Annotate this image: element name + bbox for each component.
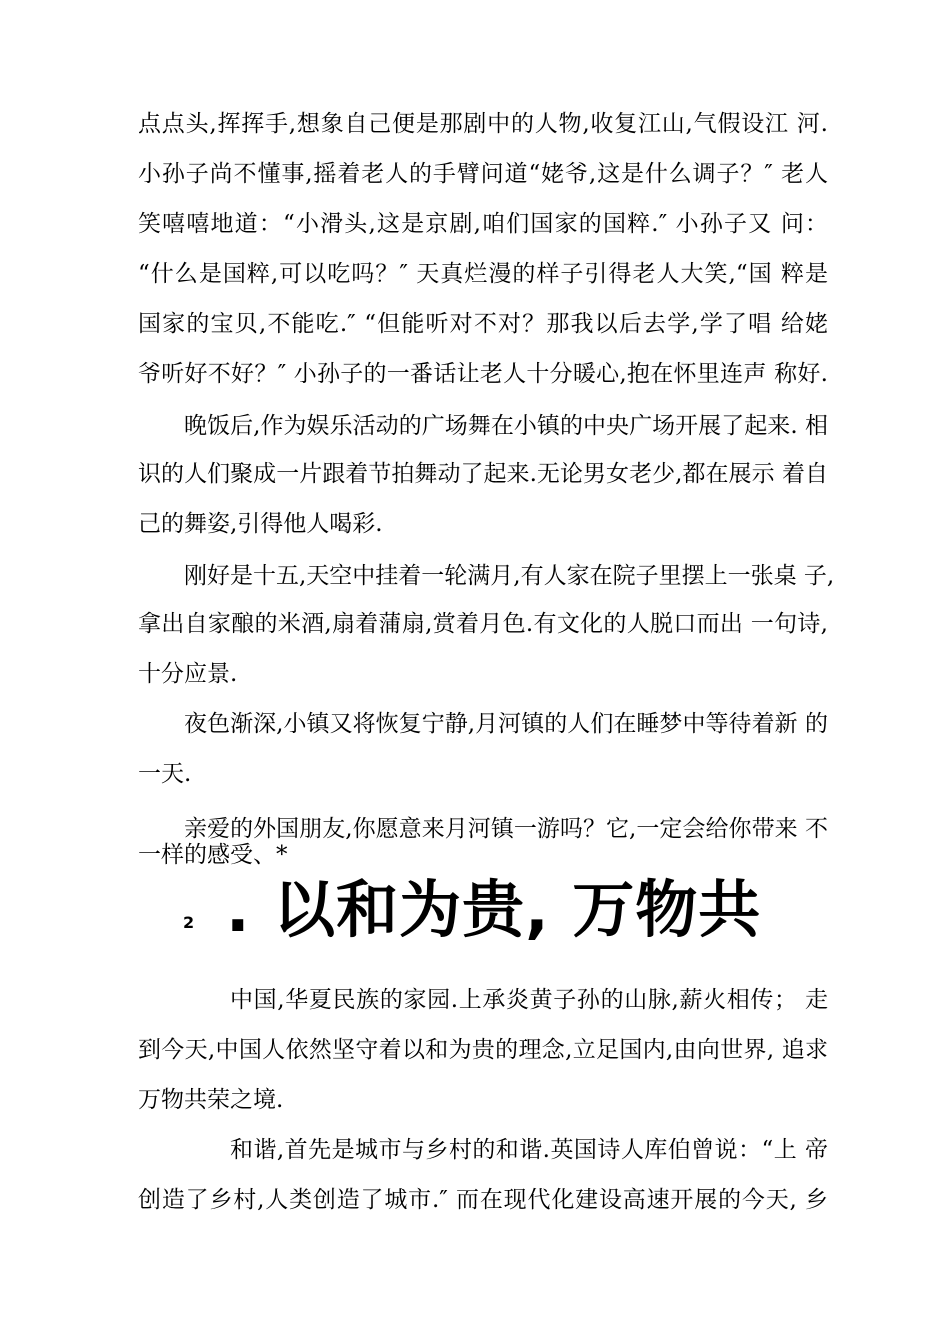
text-line: 中国,华夏民族的家园.上承炎黄子孙的山脉,薪火相传； 走 — [230, 987, 828, 1013]
text-line: 刚好是十五,天空中挂着一轮满月,有人家在院子里摆上一张桌 子, — [184, 563, 835, 589]
text-line: 小孙子尚不懂事,摇着老人的手臂问道“姥爷,这是什么调子？″ 老人 — [138, 161, 828, 187]
text-line: 十分应景. — [138, 661, 238, 687]
text-line: 夜色渐深,小镇又将恢复宁静,月河镇的人们在睡梦中等待着新 的 — [184, 711, 828, 737]
text-line: 万物共荣之境. — [138, 1087, 284, 1113]
text-line: 晚饭后,作为娱乐活动的广场舞在小镇的中央广场开展了起来. 相 — [184, 413, 828, 439]
text-line: 拿出自家酿的米酒,扇着蒲扇,赏着月色.有文化的人脱口而出 一句诗, — [138, 611, 828, 637]
text-line: 笑嘻嘻地道：“小滑头,这是京剧,咱们国家的国粹.″ 小孙子又 问： — [138, 211, 828, 237]
text-line: 亲爱的外国朋友,你愿意来月河镇一游吗？它,一定会给你带来 不 — [184, 816, 828, 842]
text-line: 一样的感受、* — [138, 842, 288, 868]
text-line: 识的人们聚成一片跟着节拍舞动了起来.无论男女老少,都在展示 着自 — [138, 461, 828, 487]
section-title: . 以和为贵, 万物共 — [226, 873, 762, 946]
text-line: 到今天,中国人依然坚守着以和为贵的理念,立足国内,由向世界, 追求 — [138, 1037, 828, 1063]
text-line: “什么是国粹,可以吃吗？″ 天真烂漫的样子引得老人大笑,“国 粹是 — [138, 261, 828, 287]
section-number: 2 — [183, 913, 195, 932]
text-line: 己的舞姿,引得他人喝彩. — [138, 511, 383, 537]
text-line: 爷听好不好？″ 小孙子的一番话让老人十分暖心,抱在怀里连声 称好. — [138, 361, 828, 387]
text-line: 点点头,挥挥手,想象自己便是那剧中的人物,收复江山,气假设江 河. — [138, 111, 828, 137]
text-line: 创造了乡村,人类创造了城市.″ 而在现代化建设高速开展的今天, 乡 — [138, 1187, 828, 1213]
text-line: 国家的宝贝,不能吃.″ “但能听对不对？那我以后去学,学了唱 给姥 — [138, 311, 828, 337]
text-line: 一天. — [138, 761, 192, 787]
text-line: 和谐,首先是城市与乡村的和谐.英国诗人库伯曾说：“上 帝 — [230, 1137, 828, 1163]
